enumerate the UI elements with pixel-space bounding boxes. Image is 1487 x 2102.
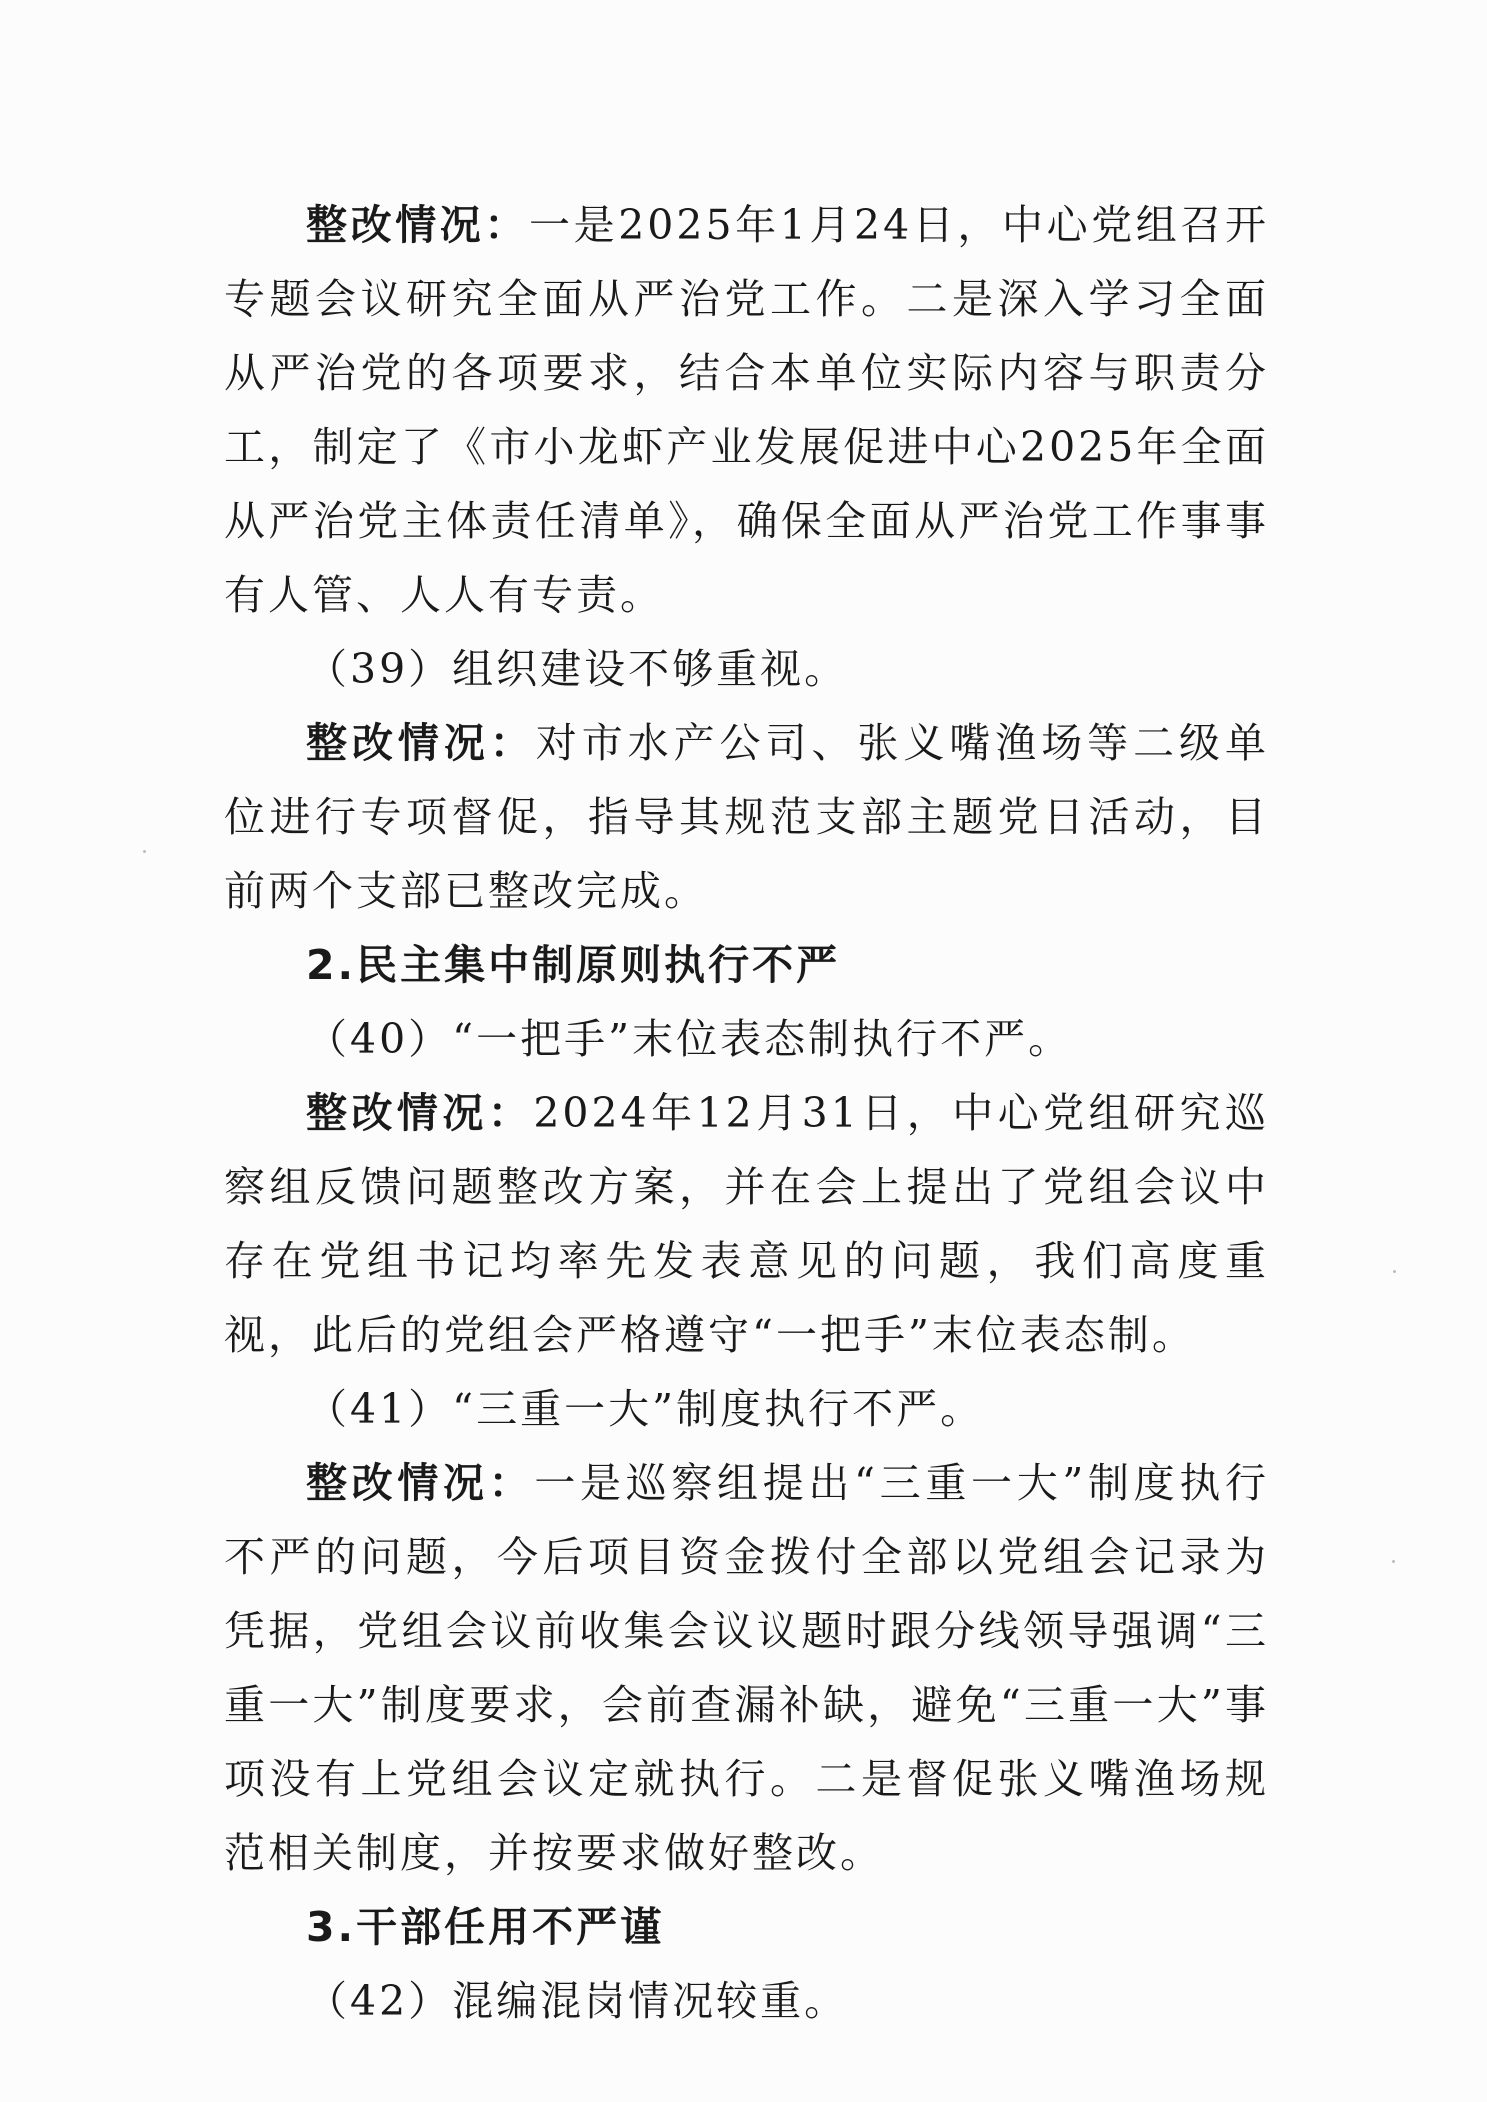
rectification-paragraph-1 [224, 188, 1269, 632]
issue-item-39: （39）组织建设不够重视。 [306, 645, 849, 693]
rectification-paragraph-2 [224, 706, 1269, 928]
scan-speck [1392, 1560, 1395, 1563]
rectification-text: 一是2025年1月24日，中心党组召开专题会议研究全面从严治党工作。二是深入学习全面从严治党的各项要求，结合本单位实际内容与职责分工，制定了《市小龙虾产业发展促进中心2025年全面从严治党主体责任清单》，确保全面从严治党工作事事有人管、人人有专责。 [224, 201, 1269, 619]
rectification-label: 整改情况： [306, 1089, 534, 1137]
issue-item-42: （42）混编混岗情况较重。 [306, 1977, 849, 2025]
rectification-paragraph-4 [224, 1446, 1269, 1890]
rectification-text: 2024年12月31日，中心党组研究巡察组反馈问题整改方案，并在会上提出了党组会议中存在党组书记均率先发表意见的问题，我们高度重视，此后的党组会严格遵守“一把手”末位表态制。 [224, 1089, 1269, 1359]
rectification-label: 整改情况： [306, 1459, 535, 1507]
rectification-text: 对市水产公司、张义嘴渔场等二级单位进行专项督促，指导其规范支部主题党日活动，目前两个支部已整改完成。 [224, 719, 1269, 915]
rectification-text: 一是巡察组提出“三重一大”制度执行不严的问题，今后项目资金拨付全部以党组会记录为凭据，党组会议前收集会议议题时跟分线领导强调“三重一大”制度要求，会前查漏补缺，避免“三重一大”事项没有上党组会议定就执行。二是督促张义嘴渔场规范相关制度，并按要求做好整改。 [224, 1459, 1270, 1877]
document-body [224, 188, 1269, 2038]
scan-speck [1393, 1270, 1396, 1273]
rectification-label: 整改情况： [306, 719, 536, 767]
rectification-label: 整改情况： [306, 201, 529, 249]
issue-item-40: （40）“一把手”末位表态制执行不严。 [306, 1015, 1073, 1063]
issue-item-41: （41）“三重一大”制度执行不严。 [306, 1385, 985, 1433]
section-heading-2: 2.民主集中制原则执行不严 [306, 941, 841, 989]
rectification-paragraph-3 [224, 1076, 1269, 1372]
scan-speck [143, 850, 146, 853]
section-heading-3: 3.干部任用不严谨 [306, 1903, 665, 1951]
